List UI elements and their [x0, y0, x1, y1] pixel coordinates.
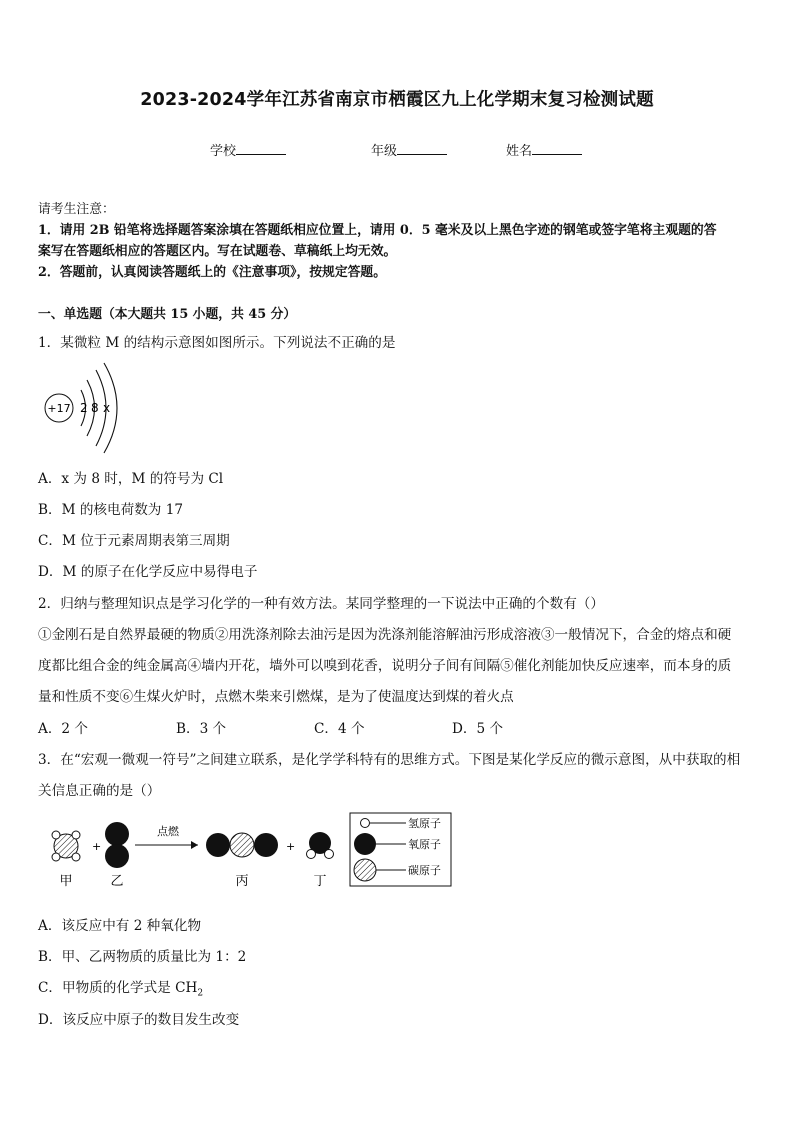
- label-bing: 丙: [235, 874, 249, 889]
- notice-item-2: 2．答题前，认真阅读答题纸上的《注意事项》，按规定答题。: [38, 265, 387, 280]
- notice-block: [38, 199, 768, 283]
- grade-blank[interactable]: [397, 142, 447, 155]
- q1-stem: 1．某微粒 M 的结构示意图如图所示。下列说法不正确的是: [38, 335, 396, 351]
- arrow-head-icon: [191, 841, 198, 849]
- q3-option-d[interactable]: D．该反应中原子的数目发生改变: [38, 1012, 240, 1028]
- legend-oxygen-icon: [354, 833, 376, 855]
- plus-sign-2: +: [286, 840, 296, 853]
- q1-option-c[interactable]: C．M 位于元素周期表第三周期: [38, 533, 230, 549]
- shell-1-count: 2: [80, 401, 88, 415]
- legend-hydrogen-icon: [361, 819, 370, 828]
- molecule-ding: [307, 832, 334, 859]
- q2-stem: 2．归纳与整理知识点是学习化学的一种有效方法。某同学整理的一下说法中正确的个数有（）: [38, 596, 604, 612]
- q3-option-a[interactable]: A．该反应中有 2 种氧化物: [38, 918, 202, 934]
- q2-body-3: 量和性质不变⑥生煤火炉时，点燃木柴来引燃煤，是为了使温度达到煤的着火点: [38, 689, 514, 705]
- school-blank[interactable]: [236, 142, 286, 155]
- grade-label: 年级: [371, 144, 398, 159]
- notice-heading: 请考生注意：: [38, 202, 115, 217]
- q2-option-b[interactable]: B．3 个: [176, 721, 227, 737]
- q2-body-1: ①金刚石是自然界最硬的物质②用洗涤剂除去油污是因为洗涤剂能溶解油污形成溶液③一般情况下，合金的熔点和硬: [38, 627, 732, 643]
- q3-option-c[interactable]: [38, 976, 758, 999]
- q2-option-a[interactable]: A．2 个: [38, 721, 88, 737]
- q3-option-c-subscript: 2: [197, 988, 204, 999]
- school-label: 学校: [210, 144, 237, 159]
- q1-option-d[interactable]: D．M 的原子在化学反应中易得电子: [38, 564, 258, 580]
- notice-item-1b: 案写在答题纸相应的答题区内。写在试题卷、草稿纸上均无效。: [38, 244, 397, 259]
- q3-stem-1: 3．在“宏观一微观一符号”之间建立联系，是化学学科特有的思维方式。下图是某化学反应的微示意图，从中获取的相: [38, 752, 741, 768]
- q1-option-b[interactable]: B．M 的核电荷数为 17: [38, 502, 184, 518]
- legend-carbon: 碳原子: [408, 864, 441, 877]
- notice-item-1a: 1．请用 2B 铅笔将选择题答案涂填在答题纸相应位置上，请用 0．5 毫米及以上黑色字迹的钢笔或签字笔将主观题的答: [38, 223, 717, 238]
- page-title: 2023-2024学年江苏省南京市栖霞区九上化学期末复习检测试题: [140, 90, 654, 110]
- label-yi: 乙: [110, 874, 124, 889]
- q3-option-b[interactable]: B．甲、乙两物质的质量比为 1：2: [38, 949, 247, 965]
- section-heading: 一、单选题（本大题共 15 小题，共 45 分）: [38, 307, 297, 322]
- q3-stem-2: 关信息正确的是（）: [38, 783, 161, 799]
- reaction-condition: 点燃: [157, 825, 179, 838]
- shell-3-count: x: [103, 401, 111, 415]
- q2-option-d[interactable]: D．5 个: [452, 721, 504, 737]
- school-field[interactable]: [210, 140, 286, 159]
- shell-2-count: 8: [91, 401, 99, 415]
- grade-field[interactable]: [371, 140, 447, 159]
- label-jia: 甲: [59, 874, 73, 889]
- name-blank[interactable]: [532, 142, 582, 155]
- q3-option-c-text: C．甲物质的化学式是 CH: [38, 980, 198, 996]
- molecule-bing: [206, 833, 278, 857]
- name-field[interactable]: [506, 140, 582, 159]
- label-ding: 丁: [313, 874, 327, 889]
- plus-sign-1: +: [92, 840, 102, 853]
- q2-body-2: 度都比组合金的纯金属高④墙内开花，墙外可以嗅到花香，说明分子间有间隔⑤催化剂能加快反应速率，而本身的质: [38, 658, 732, 674]
- atom-structure-diagram: [40, 360, 130, 458]
- legend-carbon-icon: [354, 859, 376, 881]
- legend-hydrogen: 氢原子: [408, 817, 441, 830]
- molecule-yi: [105, 822, 129, 868]
- q1-option-a[interactable]: A．x 为 8 时，M 的符号为 Cl: [38, 471, 224, 487]
- molecule-jia: [52, 831, 80, 861]
- nucleus-charge: +17: [47, 402, 71, 415]
- reaction-micro-diagram: [40, 810, 460, 894]
- legend-oxygen: 氧原子: [408, 838, 441, 851]
- q2-option-c[interactable]: C．4 个: [314, 721, 365, 737]
- name-label: 姓名: [506, 144, 533, 159]
